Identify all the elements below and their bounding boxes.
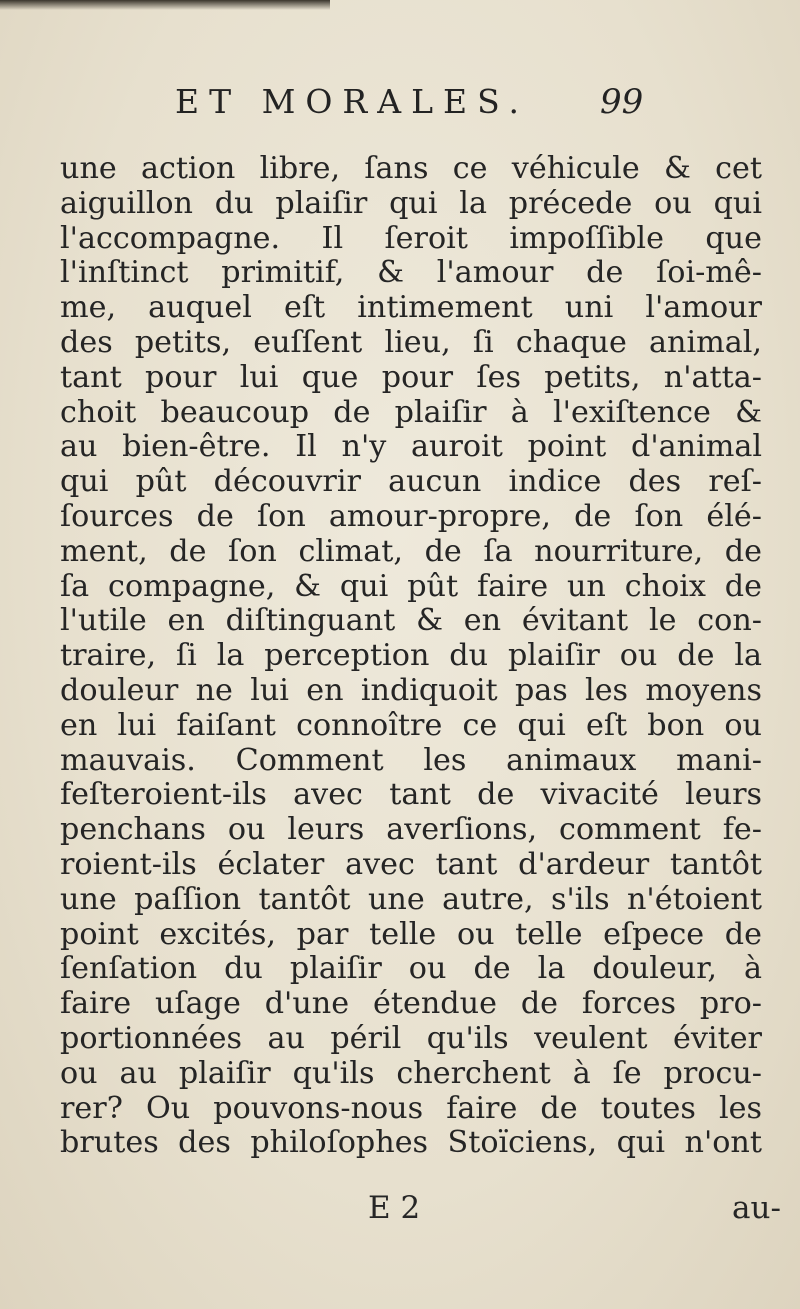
text-line: en lui faiſant connoître ce qui eſt bon ou bbox=[60, 707, 762, 743]
text-line: une action libre, ſans ce véhicule & cet bbox=[60, 151, 762, 186]
text-line: feſteroient-ils avec tant de vivacité leurs bbox=[60, 777, 762, 813]
page-edge-shadow bbox=[0, 0, 330, 10]
text-line: ou au plaiſir qu'ils cherchent à ſe procu- bbox=[60, 1055, 762, 1091]
text-line: aiguillon du plaiſir qui la précede ou qui bbox=[60, 185, 762, 221]
text-line: qui pût découvrir aucun indice des reſ- bbox=[60, 464, 762, 500]
text-line: douleur ne lui en indiquoit pas les moyens bbox=[60, 672, 762, 708]
text-line: brutes des philoſophes Stoïciens, qui n'ont bbox=[60, 1125, 762, 1161]
text-line: ment, de ſon climat, de ſa nourriture, de bbox=[60, 533, 762, 569]
text-line: l'accompagne. Il ſeroit impoſſible que bbox=[60, 220, 762, 256]
text-line: ſources de ſon amour-propre, de ſon élé- bbox=[60, 498, 762, 534]
text-line: ſenſation du plaiſir ou de la douleur, à bbox=[60, 951, 762, 987]
text-line: choit beaucoup de plaiſir à l'exiſtence & bbox=[60, 394, 762, 430]
catchword: au- bbox=[732, 1190, 781, 1226]
page-number: 99 bbox=[600, 82, 644, 122]
text-line: faire uſage d'une étendue de forces pro- bbox=[60, 986, 762, 1022]
text-line: rer? Ou pouvons-nous faire de toutes les bbox=[60, 1090, 762, 1126]
text-line: roient-ils éclater avec tant d'ardeur tantôt bbox=[60, 846, 762, 882]
signature-mark: E 2 bbox=[368, 1190, 421, 1226]
text-line: portionnées au péril qu'ils veulent éviter bbox=[60, 1020, 762, 1056]
text-line: l'inſtinct primitif, & l'amour de ſoi-mê- bbox=[60, 255, 762, 291]
text-line: au bien-être. Il n'y auroit point d'animal bbox=[60, 429, 762, 465]
text-line: des petits, euſſent lieu, ſi chaque animal, bbox=[60, 324, 762, 360]
text-line: l'utile en diſtinguant & en évitant le con- bbox=[60, 603, 762, 639]
text-line: traire, ſi la perception du plaiſir ou de la bbox=[60, 638, 762, 674]
text-line: me, auquel eſt intimement uni l'amour bbox=[60, 290, 762, 326]
text-line: ſa compagne, & qui pût faire un choix de bbox=[60, 568, 762, 604]
text-line: penchans ou leurs averſions, comment fe- bbox=[60, 812, 762, 848]
running-head bbox=[0, 82, 800, 132]
text-line: point excités, par telle ou telle eſpece de bbox=[60, 916, 762, 952]
running-title: ET MORALES. bbox=[175, 82, 530, 121]
page-footer bbox=[0, 1190, 800, 1240]
text-line: une paſſion tantôt une autre, s'ils n'étoient bbox=[60, 881, 762, 917]
body-text bbox=[60, 152, 762, 1161]
text-line: tant pour lui que pour ſes petits, n'atta- bbox=[60, 359, 762, 395]
text-line: mauvais. Comment les animaux mani- bbox=[60, 742, 762, 778]
